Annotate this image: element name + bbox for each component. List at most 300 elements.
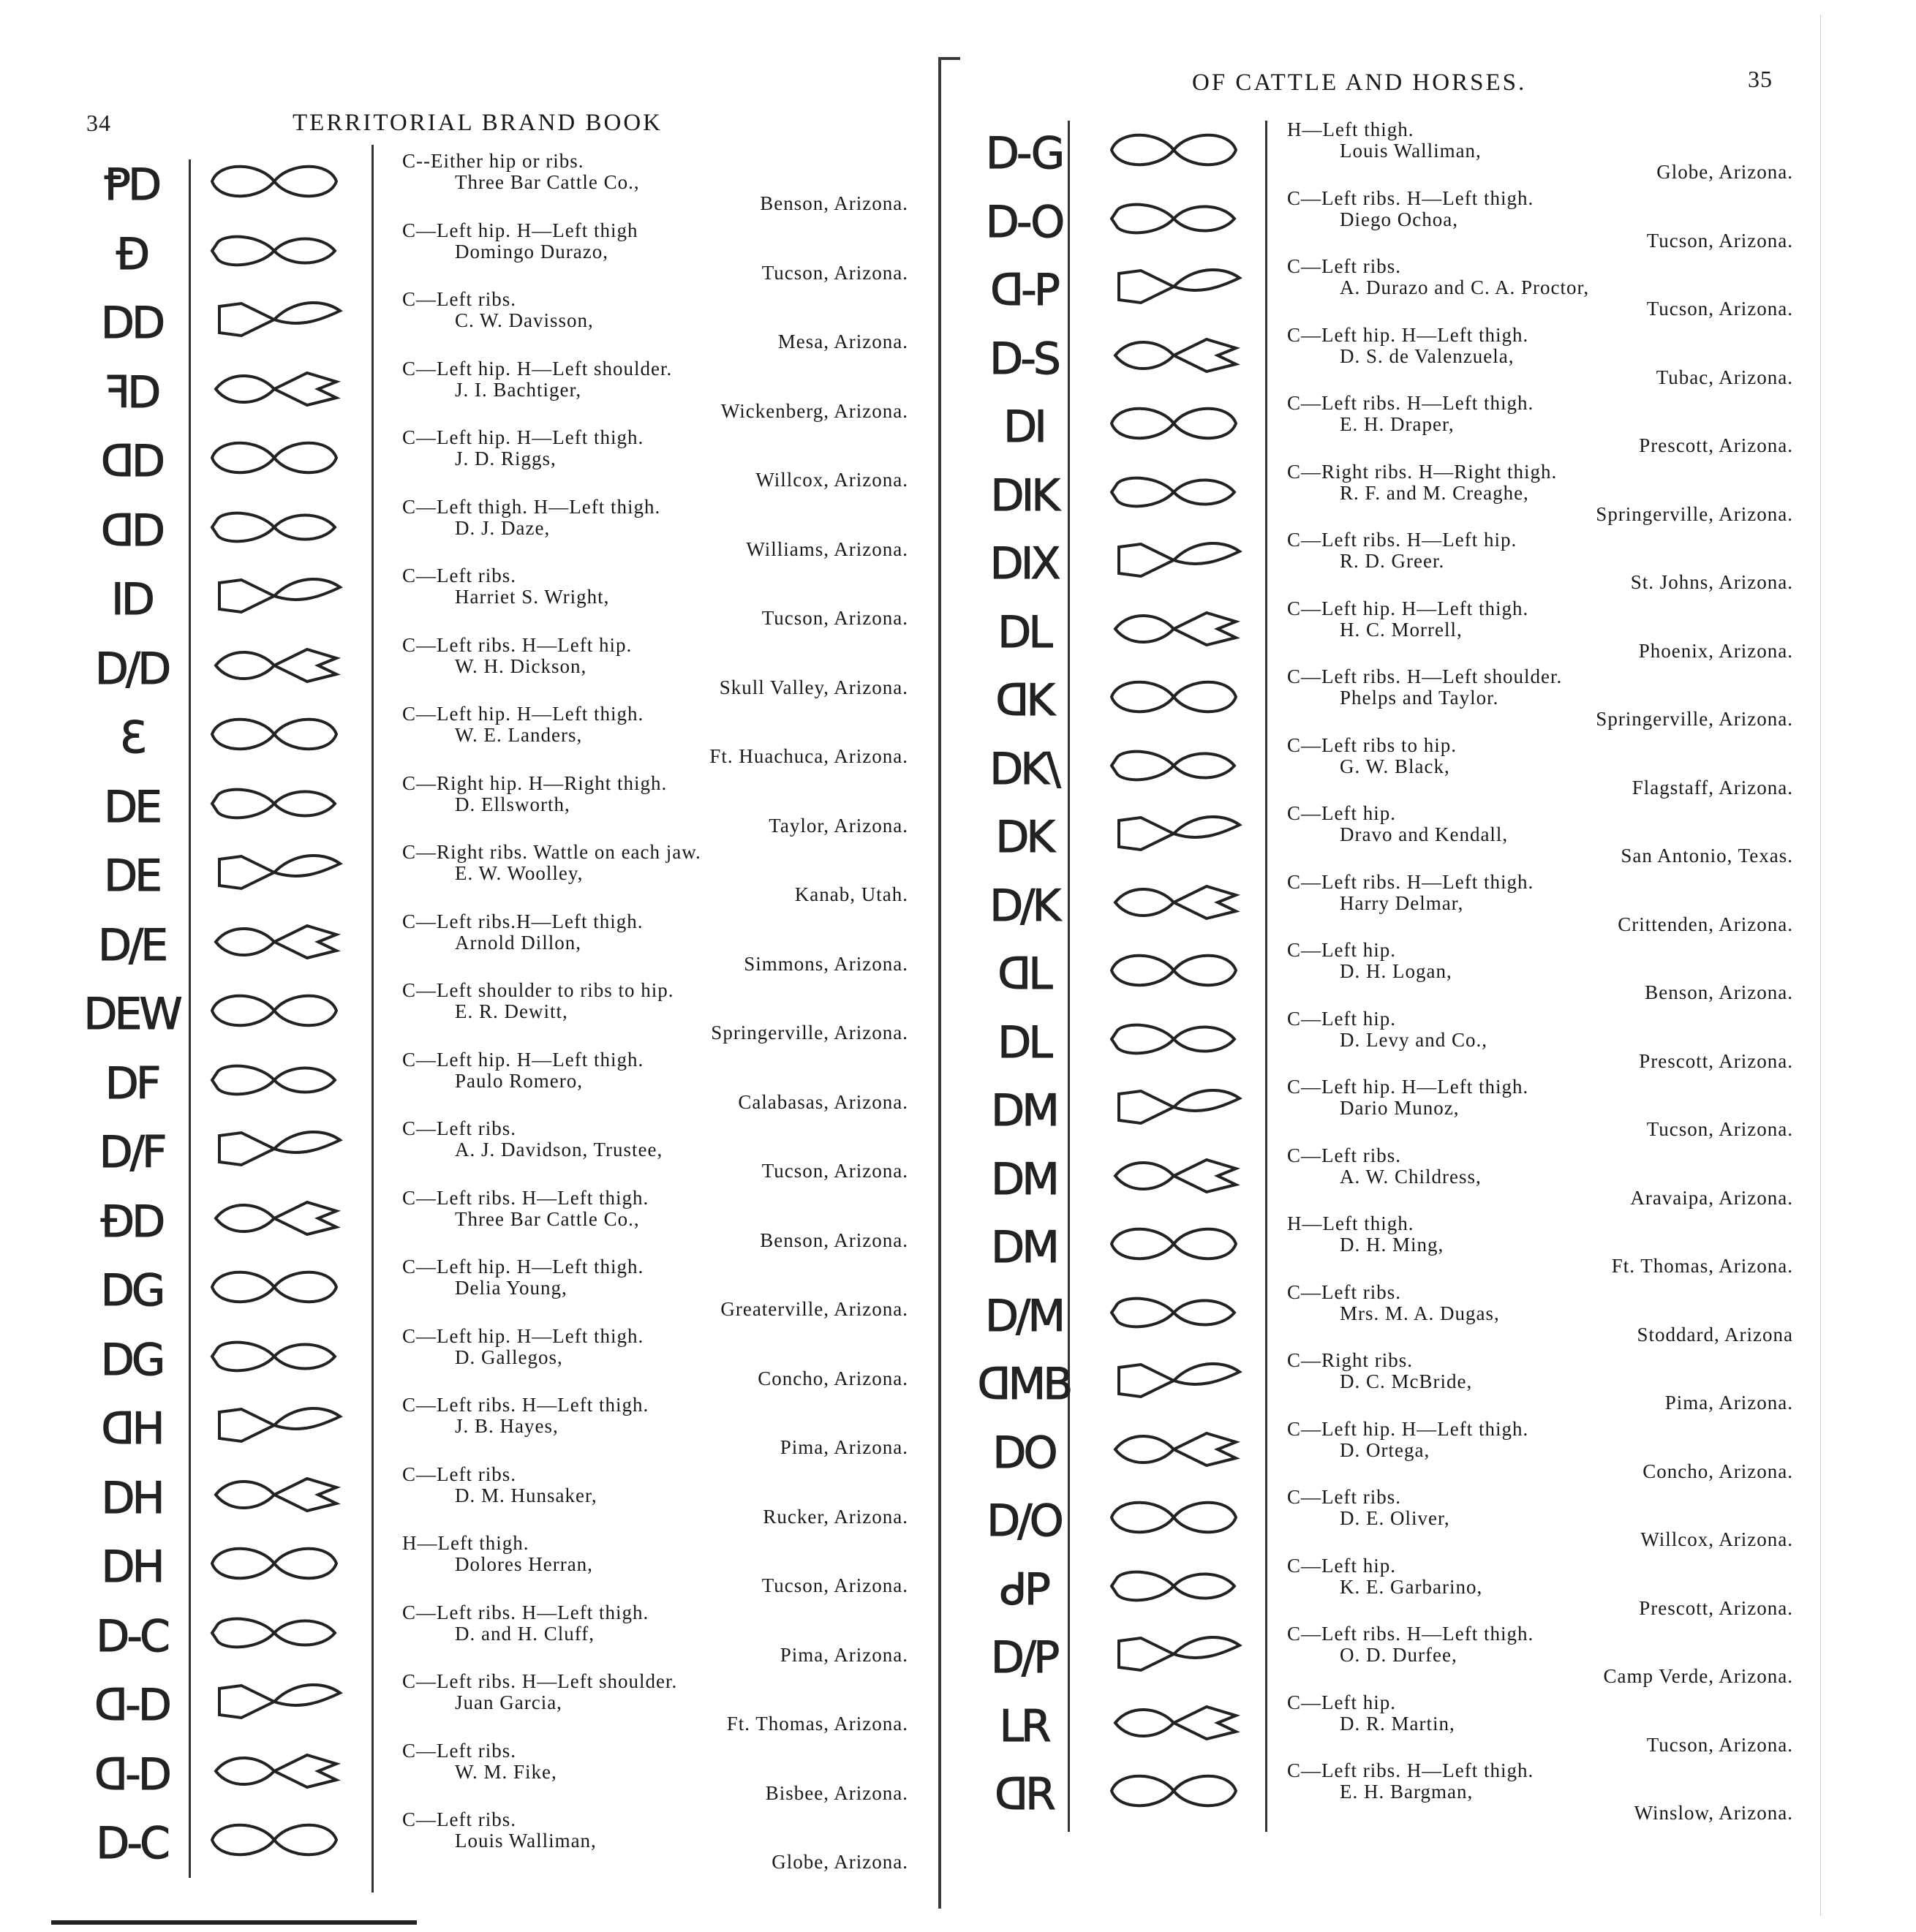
owner-location: Benson, Arizona. (760, 1229, 908, 1251)
brand-location-on-animal: C—Left ribs.H—Left thigh. (402, 910, 644, 932)
brand-shape-outline (216, 1479, 336, 1511)
brand-shape-outline (1115, 613, 1236, 645)
brand-shape-drawing (197, 1051, 351, 1117)
brand-shape-outline (216, 1755, 336, 1787)
brand-shape-outline (219, 856, 340, 888)
brand-mark (973, 189, 1075, 255)
brand-shape-outline (1112, 135, 1236, 165)
brand-row (80, 219, 921, 287)
brand-shape-outline (1112, 1229, 1236, 1259)
brand-shape-drawing (1097, 1351, 1251, 1417)
brand-shape-drawing (197, 913, 351, 978)
brand-row (80, 910, 921, 978)
left-page (0, 0, 943, 1932)
owner-location: Williams, Arizona. (746, 537, 908, 560)
brand-location-on-animal: C—Left thigh. H—Left thigh. (402, 495, 661, 518)
brand-mark (80, 498, 183, 564)
brand-mark (973, 1694, 1075, 1759)
brand-mark (973, 1147, 1075, 1212)
brand-mark-letters: ᗡ-D (94, 1748, 169, 1800)
owner-location: Stoddard, Arizona (1637, 1323, 1793, 1346)
brand-shape-outline (212, 1065, 335, 1094)
owner-name: J. D. Riggs, (455, 448, 557, 469)
brand-mark (80, 636, 183, 702)
brand-shape-drawing (197, 981, 351, 1047)
brand-location-on-animal: C—Left ribs. H—Left thigh. (402, 1601, 649, 1623)
brand-location-on-animal: C—Left ribs. (1287, 1486, 1401, 1508)
brand-mark-letters: D/O (987, 1495, 1061, 1547)
brand-mark (80, 1604, 183, 1669)
brand-location-on-animal: C—Left hip. (1287, 1691, 1396, 1713)
brand-entry (402, 635, 914, 698)
brand-shape-outline (1119, 1090, 1240, 1123)
brand-row (80, 152, 921, 218)
brand-mark (80, 774, 183, 840)
brand-shape-drawing (1097, 736, 1251, 802)
owner-name: A. Durazo and C. A. Proctor, (1340, 276, 1590, 298)
brand-shape-outline (216, 926, 336, 958)
brand-location-on-animal: C—Left hip. (1287, 939, 1396, 961)
owner-location: St. Johns, Arizona. (1630, 571, 1793, 593)
brand-mark (973, 668, 1075, 733)
owner-location: Tucson, Arizona. (1646, 298, 1793, 320)
owner-name: Dario Munoz, (1340, 1097, 1460, 1119)
owner-location: Taylor, Arizona. (769, 814, 908, 837)
brand-shape-outline (1112, 956, 1236, 986)
brand-entry (1287, 325, 1799, 388)
brand-shape-drawing (197, 1534, 351, 1600)
brand-location-on-animal: C—Left ribs. (402, 565, 516, 586)
brand-location-on-animal: C—Left hip. H—Left thigh. (402, 1256, 644, 1278)
owner-name: C. W. Davisson, (455, 309, 594, 331)
brand-mark (973, 1762, 1075, 1827)
brand-shape-drawing (197, 774, 351, 840)
brand-location-on-animal: C—Left hip. H—Left thigh. (402, 1324, 644, 1347)
owner-name: D. Ortega, (1340, 1438, 1430, 1461)
owner-name: Domingo Durazo, (455, 240, 608, 263)
owner-location: Tubac, Arizona. (1656, 366, 1793, 388)
brand-location-on-animal: C—Right hip. H—Right thigh. (402, 771, 668, 794)
brand-shape-drawing (1097, 121, 1251, 186)
owner-name: W. M. Fike, (455, 1760, 557, 1783)
brand-shape-drawing (197, 1120, 351, 1185)
brand-mark-letters: ᗡK (995, 675, 1052, 726)
brand-location-on-animal: C—Left ribs to hip. (1287, 733, 1457, 756)
brand-location-on-animal: C—Left hip. H—Left thigh. (1287, 1076, 1529, 1098)
brand-row (80, 771, 921, 840)
right-page (943, 0, 1916, 1932)
brand-mark (973, 257, 1075, 323)
brand-mark (973, 1215, 1075, 1280)
brand-mark-letters: Ɛ (119, 712, 144, 763)
owner-name: Dolores Herran, (455, 1553, 593, 1575)
brand-location-on-animal: C—Left ribs. (1287, 1280, 1401, 1303)
owner-name: Paulo Romero, (455, 1069, 583, 1092)
brand-mark (973, 1078, 1075, 1144)
brand-mark (973, 326, 1075, 392)
brand-mark-letters: D-C (96, 1610, 167, 1662)
owner-location: Globe, Arizona. (772, 1851, 908, 1873)
brand-location-on-animal: H—Left thigh. (402, 1532, 529, 1554)
brand-mark (80, 152, 183, 218)
brand-shape-drawing (1097, 668, 1251, 733)
brand-mark-letters: ID (111, 574, 152, 625)
owner-location: Pima, Arizona. (1664, 1392, 1793, 1414)
brand-shape-outline (216, 1202, 336, 1234)
owner-location: Greaterville, Arizona. (720, 1298, 908, 1320)
owner-name: D. E. Oliver, (1340, 1507, 1450, 1529)
brand-shape-outline (1112, 1503, 1236, 1533)
owner-name: R. D. Greer. (1340, 550, 1445, 572)
brand-entry (402, 565, 914, 629)
brand-location-on-animal: C—Left hip. (1287, 1554, 1396, 1577)
page-number: 34 (86, 110, 111, 136)
brand-location-on-animal: C—Left ribs. H—Left thigh. (1287, 392, 1534, 414)
brand-mark (80, 1396, 183, 1462)
brand-mark (973, 121, 1075, 186)
brand-mark (80, 913, 183, 978)
brand-entry (1287, 1076, 1799, 1140)
brand-entry (1287, 529, 1799, 593)
brand-shape-outline (1112, 751, 1234, 780)
brand-shape-drawing (1097, 1762, 1251, 1827)
owner-location: Prescott, Arizona. (1639, 1049, 1793, 1072)
brand-entry (1287, 1623, 1799, 1687)
brand-location-on-animal: C—Right ribs. (1287, 1349, 1414, 1371)
brand-entry (1287, 256, 1799, 320)
page-number: 35 (1748, 66, 1773, 92)
brand-mark (80, 1258, 183, 1324)
owner-name: Mrs. M. A. Dugas, (1340, 1302, 1500, 1324)
owner-name: Arnold Dillon, (455, 931, 581, 954)
brand-shape-outline (216, 649, 336, 682)
brand-row (973, 1280, 1850, 1349)
brand-row (80, 981, 921, 1047)
brand-entry (402, 1809, 914, 1873)
brand-entry (402, 1049, 914, 1113)
brand-shape-outline (219, 303, 340, 336)
brand-entry (402, 1464, 914, 1528)
brand-location-on-animal: C—Left ribs. H—Left hip. (1287, 529, 1517, 551)
gutter-rule (938, 59, 941, 1909)
brand-location-on-animal: C—Left ribs. (402, 1463, 516, 1485)
owner-name: Diego Ochoa, (1340, 208, 1458, 230)
brand-mark-letters: D-S (989, 333, 1058, 385)
brand-mark (80, 1811, 183, 1876)
brand-mark-letters: DEW (83, 989, 180, 1040)
brand-row (973, 531, 1850, 597)
brand-mark (80, 1051, 183, 1117)
brand-entry (402, 1188, 914, 1251)
brand-entry (1287, 735, 1799, 799)
brand-entry (402, 220, 914, 284)
brand-mark (80, 360, 183, 426)
owner-location: Concho, Arizona. (758, 1367, 908, 1389)
owner-name: R. F. and M. Creaghe, (1340, 481, 1529, 504)
brand-row (973, 1417, 1850, 1486)
brand-mark (80, 567, 183, 633)
brand-entry (402, 289, 914, 352)
brand-mark (80, 222, 183, 287)
brand-mark-letters: DM (991, 1085, 1057, 1136)
brand-mark (80, 981, 183, 1047)
owner-location: Kanab, Utah. (794, 883, 908, 905)
brand-location-on-animal: C—Left hip. H—Left thigh. (402, 703, 644, 725)
brand-entry (402, 1671, 914, 1735)
brand-shape-outline (1112, 1025, 1234, 1053)
brand-mark-letters: DL (997, 1016, 1050, 1068)
brand-location-on-animal: C—Left hip. H—Left thigh (402, 219, 638, 241)
owner-name: J. B. Hayes, (455, 1415, 559, 1437)
owner-location: Simmons, Arizona. (744, 952, 908, 975)
owner-name: Louis Walliman, (1340, 140, 1482, 162)
brand-row (80, 1465, 921, 1531)
brand-mark (973, 394, 1075, 460)
brand-mark (973, 1283, 1075, 1349)
brand-row (973, 1212, 1850, 1280)
brand-mark-letters: ᗡMB (977, 1359, 1071, 1410)
brand-entry (1287, 461, 1799, 525)
brand-shape-drawing (197, 1189, 351, 1255)
owner-name: D. H. Logan, (1340, 960, 1452, 982)
brand-location-on-animal: H—Left thigh. (1287, 118, 1414, 140)
brand-entry (1287, 1213, 1799, 1277)
brand-location-on-animal: C—Left hip. (1287, 1007, 1396, 1030)
brand-entry (1287, 872, 1799, 935)
brand-row (973, 460, 1850, 529)
brand-location-on-animal: C—Left ribs. (1287, 255, 1401, 277)
owner-name: G. W. Black, (1340, 755, 1450, 777)
brand-location-on-animal: C—Left hip. H—Left thigh. (402, 426, 644, 448)
owner-location: Skull Valley, Arizona. (719, 676, 908, 698)
brand-shape-drawing (197, 1742, 351, 1808)
owner-name: Juan Garcia, (455, 1691, 562, 1713)
owner-name: D. Gallegos, (455, 1346, 563, 1368)
owner-name: Three Bar Cattle Co., (455, 171, 640, 193)
brand-mark-letters: D-C (96, 1818, 167, 1869)
brand-shape-outline (1119, 817, 1240, 850)
owner-name: J. I. Bachtiger, (455, 378, 582, 401)
brand-shape-drawing (197, 1327, 351, 1393)
brand-mark-letters: DF (105, 1057, 159, 1109)
owner-name: O. D. Durfee, (1340, 1644, 1457, 1666)
brand-row (80, 1672, 921, 1738)
brand-shape-drawing (1097, 326, 1251, 392)
owner-location: Ft. Thomas, Arizona. (1611, 1255, 1793, 1277)
brand-mark-letters: ᗡD (100, 436, 163, 487)
brand-entry (402, 497, 914, 560)
brand-mark (80, 1327, 183, 1393)
brand-mark-letters: DE (103, 850, 160, 902)
owner-location: Springerville, Arizona. (711, 1022, 908, 1044)
brand-shape-outline (212, 513, 335, 541)
owner-name: D. C. McBride, (1340, 1370, 1473, 1392)
brand-mark-letters: ᗡH (101, 1403, 162, 1454)
brand-shape-outline (212, 720, 336, 750)
brand-entry (1287, 1692, 1799, 1756)
owner-location: Mesa, Arizona. (777, 331, 908, 352)
owner-location: Phoenix, Arizona. (1638, 639, 1793, 662)
brand-shape-outline (219, 579, 340, 612)
owner-location: Calabasas, Arizona. (738, 1090, 908, 1113)
brand-shape-outline (212, 1342, 335, 1370)
brand-shape-drawing (1097, 189, 1251, 255)
brand-shape-drawing (197, 1396, 351, 1462)
brand-mark (80, 1534, 183, 1600)
owner-location: Globe, Arizona. (1656, 161, 1793, 183)
brand-row (973, 394, 1850, 460)
brand-shape-outline (212, 167, 336, 197)
owner-location: Willcox, Arizona. (1640, 1528, 1793, 1550)
owner-location: Crittenden, Arizona. (1618, 913, 1793, 935)
brand-row (80, 290, 921, 356)
brand-shape-drawing (1097, 941, 1251, 1007)
brand-mark (973, 941, 1075, 1007)
brand-mark-letters: DM (991, 1153, 1057, 1205)
brand-entry (402, 842, 914, 905)
brand-row (973, 941, 1850, 1007)
brand-entry (1287, 393, 1799, 456)
owner-name: A. W. Childress, (1340, 1165, 1482, 1188)
brand-row (973, 733, 1850, 802)
owner-location: Prescott, Arizona. (1639, 434, 1793, 456)
brand-entry (1287, 1350, 1799, 1414)
brand-location-on-animal: C—Left ribs. (1287, 1144, 1401, 1166)
brand-table (80, 152, 921, 1893)
owner-location: Ft. Huachuca, Arizona. (709, 745, 908, 767)
brand-mark-letters: DH (101, 1472, 162, 1524)
brand-row (973, 1759, 1850, 1827)
owner-name: E. H. Bargman, (1340, 1781, 1474, 1803)
brand-mark-letters: D-G (985, 128, 1063, 179)
owner-name: E. W. Woolley, (455, 862, 584, 884)
brand-location-on-animal: C--Either hip or ribs. (402, 150, 584, 172)
brand-mark-letters: DL (997, 606, 1050, 658)
running-head: TERRITORIAL BRAND BOOK (293, 110, 663, 136)
owner-name: D. R. Martin, (1340, 1712, 1455, 1735)
brand-mark-letters: DI (1003, 401, 1044, 453)
brand-table (973, 118, 1850, 1832)
brand-mark-letters: ᑯP (1000, 1563, 1048, 1615)
brand-shape-drawing (197, 843, 351, 909)
brand-mark-letters: ⱣD (104, 159, 159, 211)
brand-entry (402, 703, 914, 767)
brand-shape-outline (1115, 886, 1236, 918)
brand-mark-letters: D/M (984, 1290, 1063, 1342)
brand-shape-drawing (1097, 1147, 1251, 1212)
brand-row (973, 1144, 1850, 1212)
brand-mark (80, 429, 183, 494)
brand-entry (1287, 598, 1799, 662)
owner-name: A. J. Davidson, Trustee, (455, 1139, 663, 1161)
brand-row (80, 357, 921, 426)
owner-location: Tucson, Arizona. (761, 1160, 908, 1182)
brand-mark (973, 531, 1075, 597)
owner-location: Concho, Arizona. (1642, 1460, 1793, 1482)
owner-name: D. J. Daze, (455, 516, 551, 539)
brand-location-on-animal: C—Left ribs. H—Left thigh. (1287, 186, 1534, 209)
brand-shape-drawing (1097, 1625, 1251, 1691)
brand-location-on-animal: C—Right ribs. Wattle on each jaw. (402, 841, 701, 863)
brand-entry (402, 1740, 914, 1804)
brand-mark-letters: DO (992, 1427, 1055, 1479)
brand-row (80, 705, 921, 771)
brand-row (973, 1351, 1850, 1417)
owner-name: D. H. Ming, (1340, 1234, 1444, 1256)
brand-entry (1287, 188, 1799, 252)
brand-entry (402, 1533, 914, 1596)
owner-name: Harry Delmar, (1340, 891, 1464, 914)
brand-shape-outline (1119, 543, 1240, 576)
brand-shape-drawing (1097, 600, 1251, 665)
brand-mark-letters: DIX (989, 538, 1058, 589)
owner-name: D. M. Hunsaker, (455, 1484, 597, 1506)
brand-mark-letters: DH (101, 1542, 162, 1593)
brand-mark (973, 1625, 1075, 1691)
brand-mark-letters: DG (100, 1334, 163, 1386)
brand-shape-outline (1119, 1364, 1240, 1397)
brand-shape-outline (219, 1132, 340, 1165)
brand-location-on-animal: C—Left hip. (1287, 802, 1396, 824)
owner-name: Harriet S. Wright, (455, 586, 610, 608)
brand-row (973, 186, 1850, 255)
brand-row (80, 1117, 921, 1185)
brand-shape-outline (212, 236, 335, 265)
owner-location: Aravaipa, Arizona. (1630, 1186, 1793, 1209)
brand-entry (1287, 803, 1799, 867)
owner-location: Wickenberg, Arizona. (720, 399, 908, 422)
brand-mark-letters: ꟻD (105, 366, 159, 418)
brand-row (973, 597, 1850, 665)
brand-shape-drawing (1097, 1078, 1251, 1144)
brand-location-on-animal: C—Left ribs. H—Left shoulder. (1287, 665, 1563, 687)
brand-mark-letters: ƉD (100, 1196, 163, 1248)
brand-row (973, 804, 1850, 870)
brand-row (973, 870, 1850, 939)
owner-location: Flagstaff, Arizona. (1632, 776, 1793, 799)
brand-location-on-animal: C—Left hip. H—Left thigh. (1287, 1417, 1529, 1440)
brand-mark-letters: DM (991, 1222, 1057, 1273)
brand-entry (402, 911, 914, 975)
brand-shape-drawing (197, 429, 351, 494)
brand-location-on-animal: C—Left hip. H—Left thigh. (1287, 323, 1529, 346)
brand-mark-letters: ᗡL (997, 948, 1050, 1000)
brand-mark (973, 1420, 1075, 1486)
brand-mark (973, 873, 1075, 939)
brand-entry (1287, 119, 1799, 183)
brand-shape-drawing (197, 1465, 351, 1531)
brand-mark (973, 1557, 1075, 1623)
owner-location: Rucker, Arizona. (763, 1505, 908, 1528)
brand-shape-drawing (1097, 1420, 1251, 1486)
brand-shape-outline (212, 789, 335, 818)
bottom-rule (51, 1920, 417, 1925)
brand-entry (1287, 1760, 1799, 1824)
brand-shape-drawing (197, 1672, 351, 1738)
brand-mark-letters: D/E (97, 919, 166, 971)
brand-shape-drawing (197, 1811, 351, 1876)
brand-entry (402, 773, 914, 837)
owner-name: H. C. Morrell, (1340, 618, 1463, 641)
owner-name: D. Ellsworth, (455, 793, 570, 815)
brand-mark (973, 1351, 1075, 1417)
brand-shape-drawing (197, 222, 351, 287)
brand-row (80, 495, 921, 564)
brand-location-on-animal: C—Left ribs. (402, 1117, 516, 1139)
brand-shape-drawing (1097, 257, 1251, 323)
brand-row (973, 323, 1850, 392)
brand-shape-drawing (197, 705, 351, 771)
